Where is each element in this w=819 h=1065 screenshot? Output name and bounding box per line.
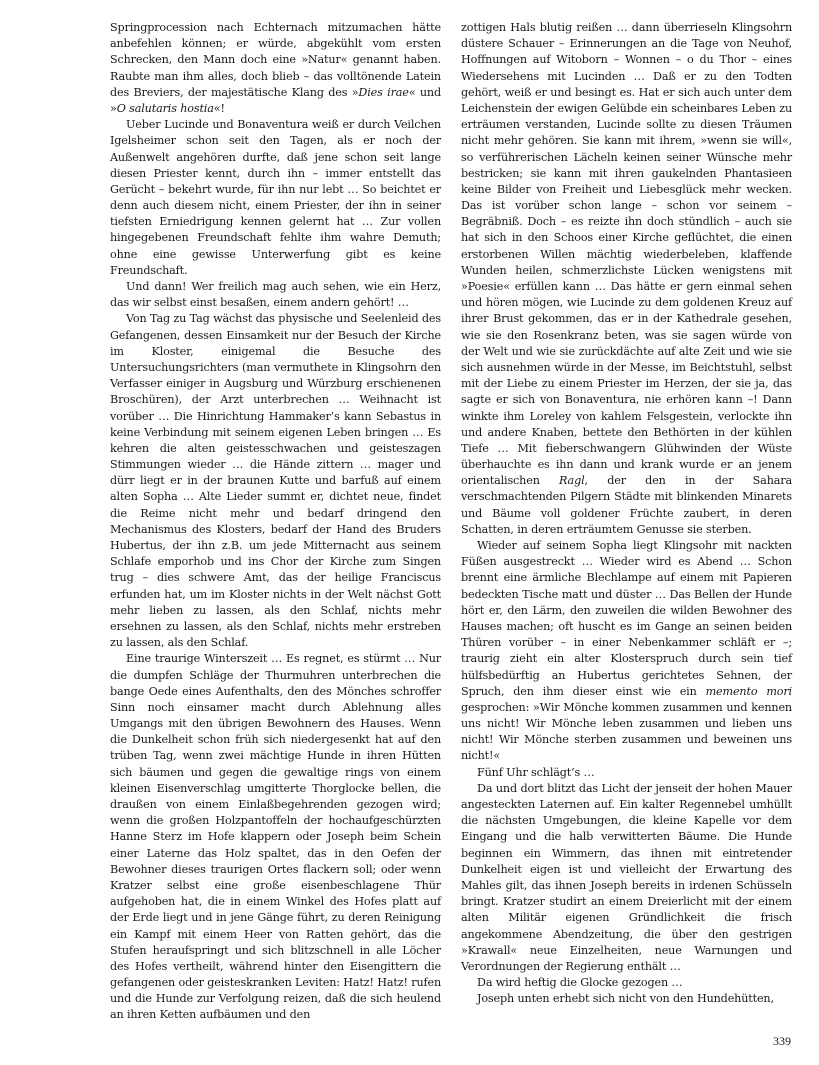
paragraph [461,538,792,765]
page-number: 339 [773,1034,791,1048]
paragraph [461,20,792,538]
paragraph [110,311,441,651]
paragraph [110,117,441,279]
right-text-column [461,20,792,1007]
text-run: gesprochen: »Wir Mönche kommen zusammen und kennen uns nicht! Wir Mönche leben zusammen und lieben uns nicht! Wir Mönche sterben zusammen und beweinen uns nicht!« [461,700,792,763]
paragraph [461,765,792,781]
paragraph [461,991,792,1007]
text-run: Da und dort blitzt das Licht der jenseit der hohen Mauer angesteckten Laternen auf. Ein kalter Regennebel umhüllt die nächsten Umgebungen, die kleine Kapelle vor dem Eingang und die halb verwitterten Bäume. Die Hunde beginnen ein Wimmern, das ihnen mit eintretender Dunkelheit eigen ist und vielleicht der Erwartung des Mahles gilt, das ihnen Joseph bereits in irdenen Schüsseln bringt. Kratzer studirt an einem Dreierlicht mit der einem alten Militär eigenen Gründlichkeit die frisch angekommene Abendzeitung, die über den gestrigen »Krawall« neue Einzelheiten, neue Warnungen und Verordnungen der Regierung enthält … [461,781,792,973]
italic-text: memento mori [705,684,792,698]
text-run: Joseph unten erhebt sich nicht von den Hundehütten, [477,992,774,1006]
italic-text: Dies irae [358,85,409,99]
text-run: Fünf Uhr schlägt’s … [477,765,595,779]
text-run: zottigen Hals blutig reißen … dann überrieseln Klingsohrn düstere Schauer – Erinnerungen an die Tage von Neuhof, Hoffnungen auf Witoborn – Wonnen – o du Thor – eines Wiedersehens mit Lucinden … Daß er zu den Todten gehört, weiß er und besingt es. Hat er sich auch unter dem Leichenstein der ewigen Gelübde ein scheinbares Leben zu erträumen verstanden, Lucinde sollte zu diesen Träumen nicht mehr gehören. Sie kann mit ihrem, »wenn sie will«, so verführerischen Lächeln keinen seiner Wünsche mehr bestricken; sie kann mit ihren gaukelnden Phantasieen keine Bilder von Freiheit und Liebesglück mehr wecken. Das ist vorüber schon lange – schon vor seinem – Begräbniß. Doch – es reizte ihn doch stündlich – auch sie hat sich in den Schoos einer Kirche geflüchtet, die einen erstorbenen Willen mächtig wiederbeleben, klaffende Wunden heilen, schmerzlichste Lücken wenigstens mit »Poesie« erfüllen kann … Das hätte er gern einmal sehen und hören mögen, wie Lucinde zu dem goldenen Kreuz auf ihrer Brust gekommen, das er in der Kathedrale gesehen, wie sie den Rosenkranz beten, was sie sagen würde von der Welt und wie sie zurückdächte auf alte Zeit und wie sie sich ausnehmen würde in der Messe, im Beichtstuhl, selbst mit der Liebe zu einem Priester im Herzen, der sie ja, das sagte er sich von Bonaventura, nie erhören kann –! Dann winkte ihm Loreley von kahlem Felsgestein, verlockte ihn und andere Knaben, bettete den Bethörten in der kühlen Tiefe … Mit fieberschwangern Glühwinden der Wüste überhauchte es ihn dann und krank wurde er an jenem orientalischen [461,21,792,488]
italic-text: O salutaris hostia [116,101,214,115]
paragraph [110,279,441,311]
paragraph [110,651,441,1023]
text-run: , der den in der Sahara verschmachtenden Pilgern Städte mit blinkenden Minarets und Bäume voll goldener Früchte zaubert, in deren Schatten, in deren erträumtem Genusse sie sterben. [461,474,792,536]
text-run: Von Tag zu Tag wächst das physische und Seelenleid des Gefangenen, dessen Einsamkeit nur der Besuch der Kirche im Kloster, einigemal die Besuche des Untersuchungsrichters (man vermuthete in Klingsohrn den Verfasser einiger in Augsburg und Würzburg erschienenen Broschüren), der Arzt unterbrechen … Weihnacht ist vorüber … Die Hinrichtung Hammaker’s kann Sebastus in keine Verbindung mit seinem eigenen Leben bringen … Es kehren die alten geistesschwachen und geisteszagen Stimmungen wieder … die Hände zittern … mager und dürr liegt er in der braunen Kutte und barfuß auf einem alten Sopha … Alte Lieder summt er, dichtet neue, findet die Reime nicht mehr und bedarf dringend den Mechanismus des Klosters, bedarf der Hand des Bruders Hubertus, der ihn z.B. um jede Mitternacht aus seinem Schlafe emporhob und ins Chor der Kirche zum Singen trug – dies schwere Amt, das der heilige Franciscus erfunden hat, um im Kloster nichts in der Welt nächst Gott mehr lieben zu lassen, als den Schlaf, nichts mehr ersehnen zu lassen, als den Schlaf, nichts mehr erstreben zu lassen, als den Schlaf. [110,312,441,650]
paragraph [461,781,792,975]
text-run: «! [213,101,225,115]
text-run: Ueber Lucinde und Bonaventura weiß er durch Veilchen Igelsheimer schon seit den Tagen, als er noch der Außenwelt angehören durfte, daß jene schon seit lange diesen Priester kennt, durch ihn – immer entstellt das Gerücht – bekehrt wurde, für ihn nur lebt … So beichtet er denn auch diesem nicht, einem Priester, der ihn in seiner tiefsten Erniedrigung kennen gelernt hat … Zur vollen hingegebenen Freundschaft fehlte ihm wahre Demuth; ohne eine gewisse Unterwerfung gibt es keine Freundschaft. [110,118,441,277]
text-run: Da wird heftig die Glocke gezogen … [477,976,683,990]
text-run: Eine traurige Winterszeit … Es regnet, es stürmt … Nur die dumpfen Schläge der Thurmuhren unterbrechen die bange Oede eines Aufenthalts, den des Mönches schroffer Sinn noch einsamer macht durch Ablehnung alles Umgangs mit den übrigen Bewohnern des Hauses. Wenn die Dunkelheit schon früh sich niedergesenkt hat auf den trüben Tag, wenn zwei mächtige Hunde in ihren Hütten sich bäumen und gegen die gewaltige rings von einem kleinen Eisenverschlag umgitterte Thorglocke bellen, die draußen von einem Einlaßbegehrenden gezogen wird; wenn die großen Holzpantoffeln der hochaufgeschürzten Hanne Sterz im Hofe klappern oder Joseph beim Schein einer Laterne das Holz spaltet, das in den Oefen der Bewohner dieses traurigen Ortes flackern soll; oder wenn Kratzer selbst eine große eisenbeschlagene Thür aufgehoben hat, die in einem Winkel des Hofes platt auf der Erde liegt und in jene Gänge führt, zu deren Reinigung ein Kampf mit einem Heer von Ratten gehört, das die Stufen heraufspringt und sich blitzschnell in alle Löcher des Hofes vertheilt, während hinter den Eisengittern die gefangenen oder geisteskranken Leviten: Hatz! Hatz! rufen und die Hunde zur Verfolgung reizen, daß die sich heulend an ihren Ketten aufbäumen und den [110,652,442,1022]
text-run: Und dann! Wer freilich mag auch sehen, wie ein Herz, das wir selbst einst besaßen, einem andern gehört! … [110,280,441,310]
paragraph [461,975,792,991]
text-run: « und » [110,85,441,115]
left-text-column [110,20,441,1024]
paragraph [110,20,441,117]
italic-text: Ragl [559,474,585,488]
text-run: Springprocession nach Echternach mitzumachen hätte anbefehlen können; er würde, abgekühlt vom ersten Schrecken, den Mann doch eine »Natur« genannt haben. Raubte man ihm alles, doch blieb – das volltönende Latein des Breviers, der majestätische Klang des » [110,21,441,99]
text-run: Wieder auf seinem Sopha liegt Klingsohr mit nackten Füßen ausgestreckt … Wieder wird es Abend … Schon brennt eine ärmliche Blechlampe auf einem mit Papieren bedeckten Tische matt und düster … Das Bellen der Hunde hört er, den Lärm, den zuweilen die wilden Bewohner des Hauses machen; oft huscht es im Gange an seinen beiden Thüren vorüber – in einer Nebenkammer schläft er –; traurig zieht ein alter Klosterspruch durch sein tief hülfsbedürftig an Hubertus gerichtetes Sehnen, der Spruch, den ihm dieser einst wie ein [461,539,792,698]
